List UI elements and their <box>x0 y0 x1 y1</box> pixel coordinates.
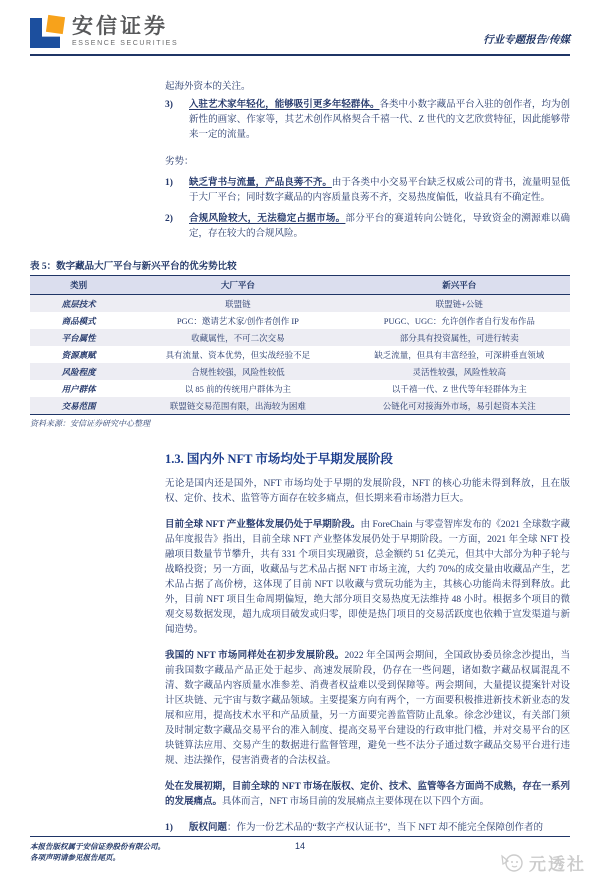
table-title: 表 5：数字藏品大厂平台与新兴平台的优劣势比较 <box>30 262 237 272</box>
page-content <box>0 56 600 836</box>
list-text: 缺乏背书与流量，产品良莠不齐。由于各类中小交易平台缺乏权威公司的背书，流量明显低于大厂平台；同时数字藏品的内容质量良莠不齐，交易热度偏低，收益具有不确定性。 <box>189 178 570 203</box>
section-heading-1-3: 1.3. 国内外 NFT 市场均处于早期发展阶段 <box>165 452 393 466</box>
table-cell: 以 85 前的传统用户群体为主 <box>184 383 292 394</box>
table-cell-category: 资源禀赋 <box>61 349 96 360</box>
disadvantage-label: 劣势： <box>165 157 194 167</box>
table-cell-category: 商品模式 <box>61 315 96 326</box>
table-cell-category: 交易范围 <box>30 397 127 415</box>
table-cell: 部分具有投资属性，可进行转卖 <box>349 329 570 346</box>
pain-point-list-item-1 <box>165 821 570 836</box>
essence-securities-logo <box>30 16 178 50</box>
table-row <box>30 380 570 397</box>
column-header: 类别 <box>30 276 127 295</box>
table-cell: 合规性较强，风险性较低 <box>127 363 348 380</box>
logo-en-text: ESSENCE SECURITIES <box>72 40 179 47</box>
logo-cn-text: 安信证券 <box>72 15 168 38</box>
footer-divider <box>30 836 570 837</box>
advantage-list-item-3 <box>165 98 570 143</box>
list-text: 入驻艺术家年轻化，能够吸引更多年轻群体。各类中小数字藏品平台入驻的创作者，均为创新性的画家、作家等，其艺术创作风格契合千禧一代、Z 世代的文艺欣赏特征，因此能够带来一定的流量。 <box>189 100 570 140</box>
list-number: 1) <box>165 178 173 188</box>
column-header: 新兴平台 <box>349 276 570 295</box>
essence-logo-icon <box>30 16 64 50</box>
table-cell-category: 底层技术 <box>30 295 127 313</box>
platform-comparison-table <box>30 275 570 415</box>
watermark <box>499 850 586 875</box>
list-number: 1) <box>165 823 173 833</box>
disadvantage-list-item-2 <box>165 212 570 242</box>
carryover-paragraph: 起海外资本的关注。 <box>165 82 251 92</box>
table-cell: 具有流量、资本优势，但实战经验不足 <box>165 349 311 360</box>
table-cell: 缺乏流量，但具有丰富经验，可深耕垂直领域 <box>374 349 545 360</box>
list-number: 2) <box>165 214 173 224</box>
page-footer <box>0 836 600 877</box>
section-paragraph-1: 无论是国内还是国外，NFT 市场均处于早期的发展阶段，NFT 的核心功能未得到释放，且在版权、定价、技术、监管等方面存在较多痛点，但长期来看市场潜力巨大。 <box>165 479 570 504</box>
table-cell: 收藏属性，不可二次交易 <box>127 329 348 346</box>
table-cell: 联盟链交易范围有限，出海较为困难 <box>127 397 348 415</box>
table-cell: 联盟链+公链 <box>349 295 570 313</box>
table-row <box>30 295 570 313</box>
table-row <box>30 346 570 363</box>
table-cell-category: 平台属性 <box>30 329 127 346</box>
report-type-label: 行业专题报告/传媒 <box>483 35 570 46</box>
list-number: 3) <box>165 100 173 110</box>
table-cell: 灵活性较强，风险性较高 <box>349 363 570 380</box>
table-cell: PGC：邀请艺术家/创作者创作 IP <box>176 315 299 326</box>
comparison-table-block <box>30 258 570 429</box>
table-cell: 联盟链 <box>127 295 348 313</box>
table-header-row <box>30 276 570 295</box>
watermark-text: 元透社 <box>529 855 586 874</box>
table-source-note: 资料来源：安信证券研究中心整理 <box>30 419 150 428</box>
report-header <box>0 0 600 56</box>
section-paragraph-3: 我国的 NFT 市场同样处在初步发展阶段。2022 年全国两会期间，全国政协委员徐念沙提出，当前我国数字藏品产品正处于起步、高速发展阶段，仍存在一些问题，诸如数字藏品权属混乱不清、数字藏品内容质量水准参差、消费者权益难以受到保障等。两会期间，大量提议提案针对设计区块链、元宇宙与数字藏品领域。主要提案方向有两个，一方面要积极推进新技术新业态的发展和应用，提高技术水平和产品质量，另一方面要完善监管防止乱象。徐念沙建议，有关部门须及时制定数字藏品交易平台的准入制度、提高交易平台建设的行政审批门槛，并对交易平台的区块链算法应用、交易产生的数据进行监督管理，避免一些不法分子通过数字藏品交易平台进行违规、违法操作，侵害消费者的合法权益。 <box>165 651 570 766</box>
table-row <box>30 397 570 415</box>
list-text: 版权问题：作为一份艺术品的“数字产权认证书”，当下 NFT 却不能完全保障创作者的 <box>189 823 543 833</box>
table-row <box>30 329 570 346</box>
table-cell: 公链化可对接海外市场，易引起资本关注 <box>349 397 570 415</box>
footer-copyright: 本报告版权属于安信证券股份有限公司。 各项声明请参见报告尾页。 <box>30 842 165 862</box>
table-row <box>30 312 570 329</box>
disadvantage-list-item-1 <box>165 176 570 206</box>
section-paragraph-2: 目前全球 NFT 产业整体发展仍处于早期阶段。由 ForeChain 与零壹智库发布的《2021 全球数字藏品年度报告》指出，目前全球 NFT 产业整体发展仍处于早期阶段。一方面，2021 年全球 NFT 投融项目数量节节攀升，共有 331 个项目实现融资，总金额约 51 亿美元，但其中大部分为种子轮与战略投资；另一方面，收藏品与艺术品占据 NFT 市场主流，大约 70%的成交量由收藏品产生，艺术品占据了高价榜，这体现了目前 NFT 以收藏与赏玩功能为主，其核心功能尚未得到释放。此外，目前 NFT 项目生命周期偏短，绝大部分项目交易热度无法维持 48 小时。根据多个项目的微观交易数据发现，超九成项目破发或归零，即使是热门项目的交易活跃度也依赖于宣发渠道与新闻造势。 <box>165 520 570 635</box>
table-cell-category: 用户群体 <box>61 383 96 394</box>
page-number: 14 <box>294 841 305 851</box>
column-header: 大厂平台 <box>127 276 348 295</box>
table-cell-category: 风险程度 <box>30 363 127 380</box>
watermark-face-icon <box>499 852 525 874</box>
table-row <box>30 363 570 380</box>
logo-orange-square <box>46 15 65 34</box>
list-text: 合规风险较大，无法稳定占据市场。部分平台的赛道转向公链化，导致资金的溯源难以确定，存在较大的合规风险。 <box>189 214 570 239</box>
table-cell: PUGC、UGC：允许创作者自行发布作品 <box>383 315 535 326</box>
section-paragraph-4: 处在发展初期，目前全球的 NFT 市场在版权、定价、技术、监管等各方面尚不成熟，存在一系列的发展痛点。具体而言，NFT 市场目前的发展痛点主要体现在以下四个方面。 <box>165 782 570 807</box>
table-cell: 以千禧一代、Z 世代等年轻群体为主 <box>391 383 527 394</box>
